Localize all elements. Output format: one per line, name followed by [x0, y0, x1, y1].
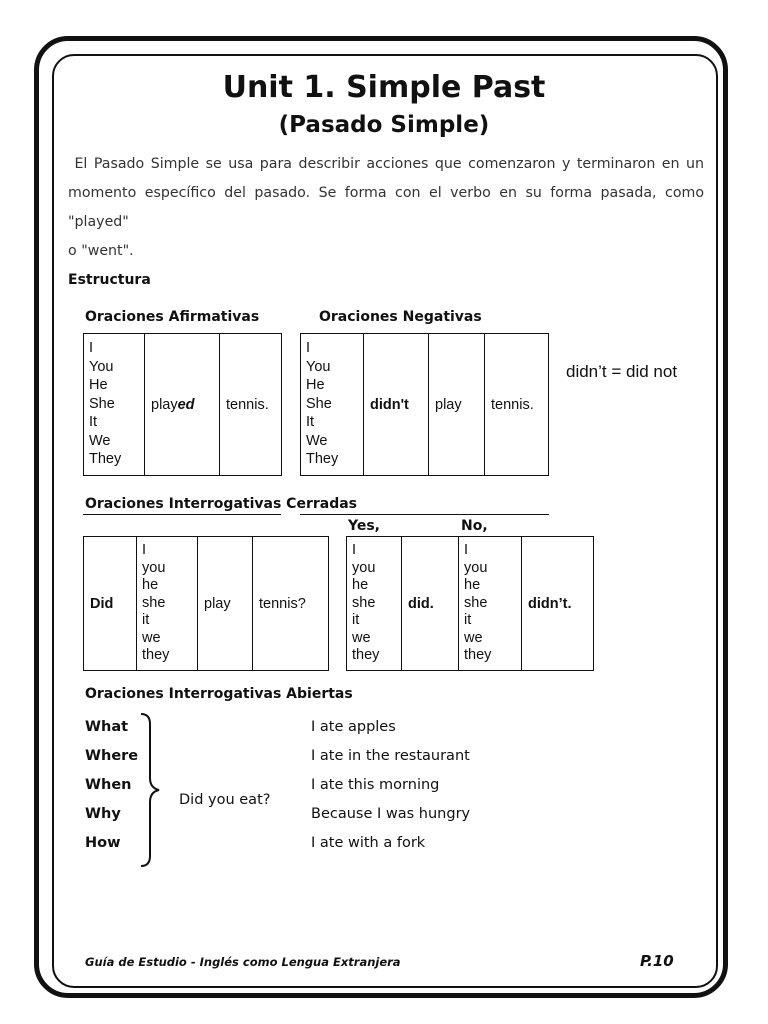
no-label: No,	[461, 518, 488, 534]
question-word: What	[85, 719, 129, 735]
pronoun: she	[142, 594, 166, 611]
afirmativas-heading: Oraciones Afirmativas	[85, 309, 260, 325]
pronoun: She	[306, 395, 332, 412]
afirmativas-object: tennis.	[220, 334, 282, 476]
pronoun: they	[142, 647, 170, 663]
no-aux: didn’t.	[522, 537, 594, 671]
pronoun: You	[89, 358, 114, 375]
pronoun: We	[89, 432, 111, 449]
intro-line-1: El Pasado Simple se usa para describir acciones que comenzaron y terminaron en un	[68, 156, 704, 172]
afirmativas-pronouns	[84, 334, 145, 476]
intro-line-3: o "went".	[68, 243, 134, 259]
pronoun: She	[89, 395, 115, 412]
answer: I ate apples	[311, 719, 396, 735]
intro-paragraph	[68, 150, 704, 266]
intro-line-2: momento específico del pasado. Se forma con el verbo en su forma pasada, como "played"	[68, 185, 704, 230]
pronoun: They	[89, 451, 122, 467]
yes-aux: did.	[402, 537, 459, 671]
cerradas-verb: play	[198, 537, 253, 671]
pronoun: I	[464, 542, 469, 558]
pronoun: I	[89, 340, 94, 356]
answer: I ate in the restaurant	[311, 748, 470, 764]
answer: Because I was hungry	[311, 806, 471, 822]
curly-brace-icon	[138, 712, 164, 868]
answer: I ate this morning	[311, 777, 440, 793]
pronoun: It	[306, 414, 315, 430]
pronoun: you	[352, 559, 376, 576]
page-number: P.10	[640, 952, 674, 970]
pronoun: she	[352, 594, 376, 611]
cerradas-aux: Did	[84, 537, 137, 671]
answer: I ate with a fork	[311, 835, 426, 851]
question-word: Where	[85, 748, 139, 764]
question-word: Why	[85, 806, 121, 822]
afirmativas-verb-cell	[145, 334, 220, 476]
pronoun: we	[352, 629, 371, 646]
estructura-heading: Estructura	[68, 272, 151, 288]
pronoun: you	[142, 559, 166, 576]
cerradas-heading: Oraciones Interrogativas Cerradas	[85, 496, 357, 512]
verb-ending: ed	[177, 396, 195, 413]
pronoun: We	[306, 432, 328, 449]
pronoun: you	[464, 559, 488, 576]
verb-stem: play	[151, 396, 178, 413]
yes-pronouns	[347, 537, 402, 671]
pronoun: it	[142, 612, 150, 628]
negativas-table	[300, 333, 549, 476]
cerradas-answer-table	[346, 536, 594, 671]
pronoun: we	[142, 629, 161, 646]
no-pronouns	[459, 537, 522, 671]
pronoun: he	[142, 577, 159, 593]
cerradas-question-table	[83, 536, 329, 671]
negativas-aux: didn't	[364, 334, 429, 476]
pronoun: You	[306, 358, 331, 375]
pronoun: He	[306, 377, 325, 393]
pronoun: she	[464, 594, 488, 611]
didnt-note: didn’t = did not	[566, 362, 678, 381]
pronoun: He	[89, 377, 108, 393]
pronoun: It	[89, 414, 98, 430]
pronoun: I	[142, 542, 147, 558]
pronoun: they	[352, 647, 380, 663]
underline-right	[300, 514, 549, 515]
question-word: How	[85, 835, 121, 851]
cerradas-object: tennis?	[253, 537, 329, 671]
pronoun: they	[464, 647, 492, 663]
yes-label: Yes,	[348, 518, 380, 534]
pronoun: he	[352, 577, 369, 593]
pronoun: I	[306, 340, 311, 356]
pronoun: it	[352, 612, 360, 628]
pronoun: he	[464, 577, 481, 593]
footer-text: Guía de Estudio - Inglés como Lengua Extranjera	[85, 955, 401, 969]
cerradas-pronouns	[137, 537, 198, 671]
pronoun: we	[464, 629, 483, 646]
negativas-pronouns	[301, 334, 364, 476]
abiertas-heading: Oraciones Interrogativas Abiertas	[85, 686, 353, 702]
afirmativas-table	[83, 333, 282, 476]
negativas-verb: play	[429, 334, 485, 476]
negativas-heading: Oraciones Negativas	[319, 309, 482, 325]
negativas-object: tennis.	[485, 334, 549, 476]
page-subtitle: (Pasado Simple)	[278, 112, 490, 138]
page-title: Unit 1. Simple Past	[222, 70, 546, 105]
pronoun: They	[306, 451, 339, 467]
pronoun: I	[352, 542, 357, 558]
pronoun: it	[464, 612, 472, 628]
question-text: Did you eat?	[179, 792, 271, 808]
underline-left	[83, 514, 281, 515]
question-word: When	[85, 777, 132, 793]
